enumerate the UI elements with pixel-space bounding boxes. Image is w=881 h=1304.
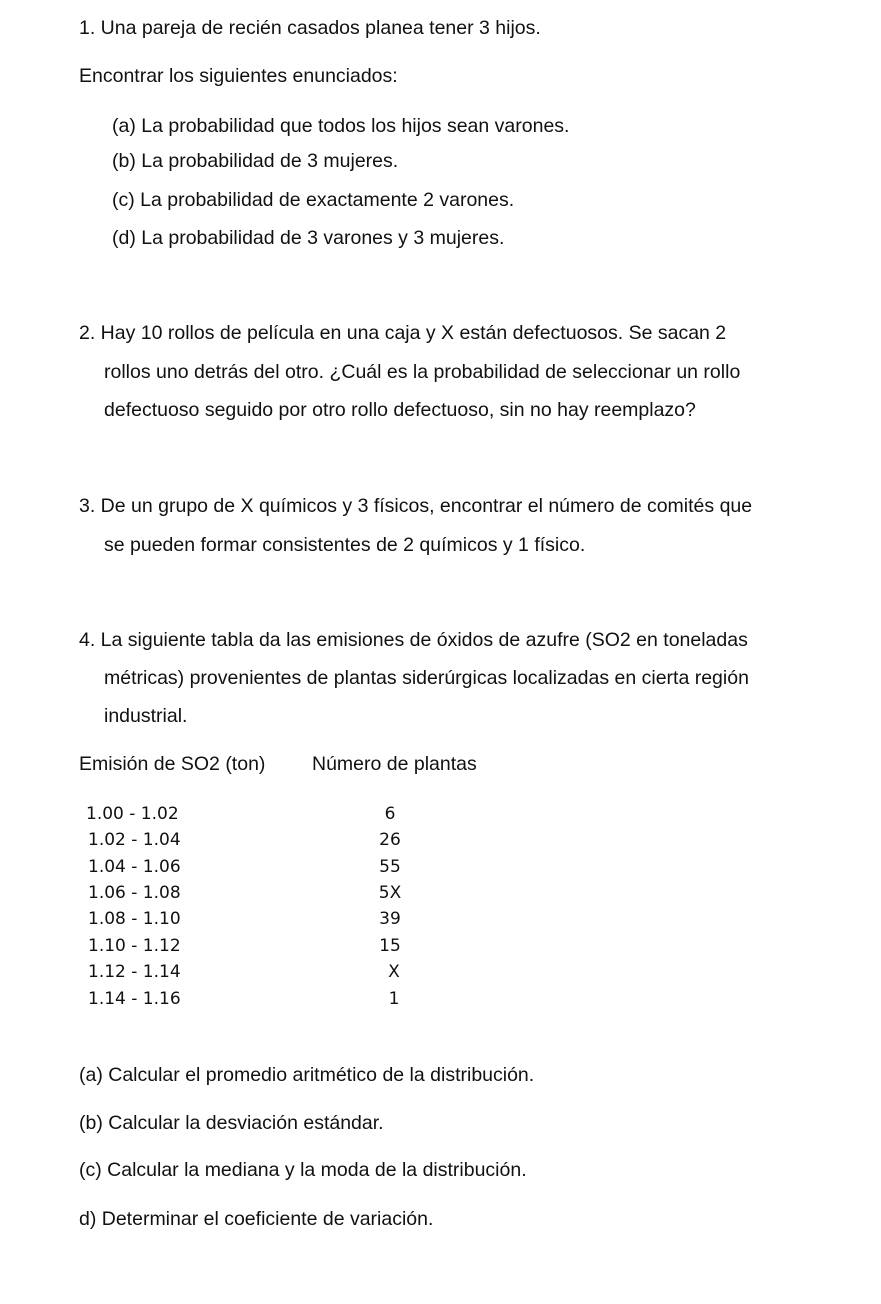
table-row-count: 26 bbox=[379, 830, 401, 850]
table-row-count: 5X bbox=[378, 883, 402, 903]
table-row-range: 1.12 - 1.14 bbox=[88, 962, 181, 982]
question-2-line-1: 2. Hay 10 rollos de película en una caja y X están defectuosos. Se sacan 2 bbox=[79, 322, 727, 344]
question-4-line-2: métricas) provenientes de plantas siderúrgicas localizadas en cierta región bbox=[104, 667, 749, 689]
question-1-item-d: (d) La probabilidad de 3 varones y 3 mujeres. bbox=[112, 227, 505, 249]
table-header-count: Número de plantas bbox=[312, 753, 477, 775]
question-1-intro: Encontrar los siguientes enunciados: bbox=[79, 65, 398, 87]
question-1-item-c: (c) La probabilidad de exactamente 2 varones. bbox=[112, 189, 515, 211]
task-d: d) Determinar el coeficiente de variación. bbox=[79, 1208, 434, 1230]
question-2-line-3: defectuoso seguido por otro rollo defectuoso, sin no hay reemplazo? bbox=[104, 399, 696, 421]
task-b: (b) Calcular la desviación estándar. bbox=[79, 1112, 384, 1134]
table-header-emission: Emisión de SO2 (ton) bbox=[79, 753, 266, 775]
table-row-count: 6 bbox=[384, 804, 396, 824]
table-row-range: 1.14 - 1.16 bbox=[88, 989, 181, 1009]
table-row-range: 1.04 - 1.06 bbox=[88, 857, 181, 877]
table-row-count: 55 bbox=[379, 857, 401, 877]
question-2-line-2: rollos uno detrás del otro. ¿Cuál es la probabilidad de seleccionar un rollo bbox=[104, 361, 741, 383]
table-row-range: 1.08 - 1.10 bbox=[88, 909, 181, 929]
task-a: (a) Calcular el promedio aritmético de la distribución. bbox=[79, 1064, 535, 1086]
table-row-range: 1.00 - 1.02 bbox=[86, 804, 179, 824]
question-4-line-1: 4. La siguiente tabla da las emisiones de óxidos de azufre (SO2 en toneladas bbox=[79, 629, 748, 651]
question-4-line-3: industrial. bbox=[104, 705, 188, 727]
question-1-item-a: (a) La probabilidad que todos los hijos sean varones. bbox=[112, 115, 570, 137]
question-1-item-b: (b) La probabilidad de 3 mujeres. bbox=[112, 150, 399, 172]
table-row-count: 1 bbox=[388, 989, 400, 1009]
table-row-count: X bbox=[388, 962, 400, 982]
task-c: (c) Calcular la mediana y la moda de la distribución. bbox=[79, 1159, 527, 1181]
table-row-count: 39 bbox=[379, 909, 401, 929]
question-1-title: 1. Una pareja de recién casados planea tener 3 hijos. bbox=[79, 17, 541, 39]
table-row-range: 1.02 - 1.04 bbox=[88, 830, 181, 850]
table-row-range: 1.10 - 1.12 bbox=[88, 936, 181, 956]
table-row-range: 1.06 - 1.08 bbox=[88, 883, 181, 903]
table-row-count: 15 bbox=[379, 936, 401, 956]
question-3-line-1: 3. De un grupo de X químicos y 3 físicos, encontrar el número de comités que bbox=[79, 495, 753, 517]
question-3-line-2: se pueden formar consistentes de 2 químicos y 1 físico. bbox=[104, 534, 586, 556]
